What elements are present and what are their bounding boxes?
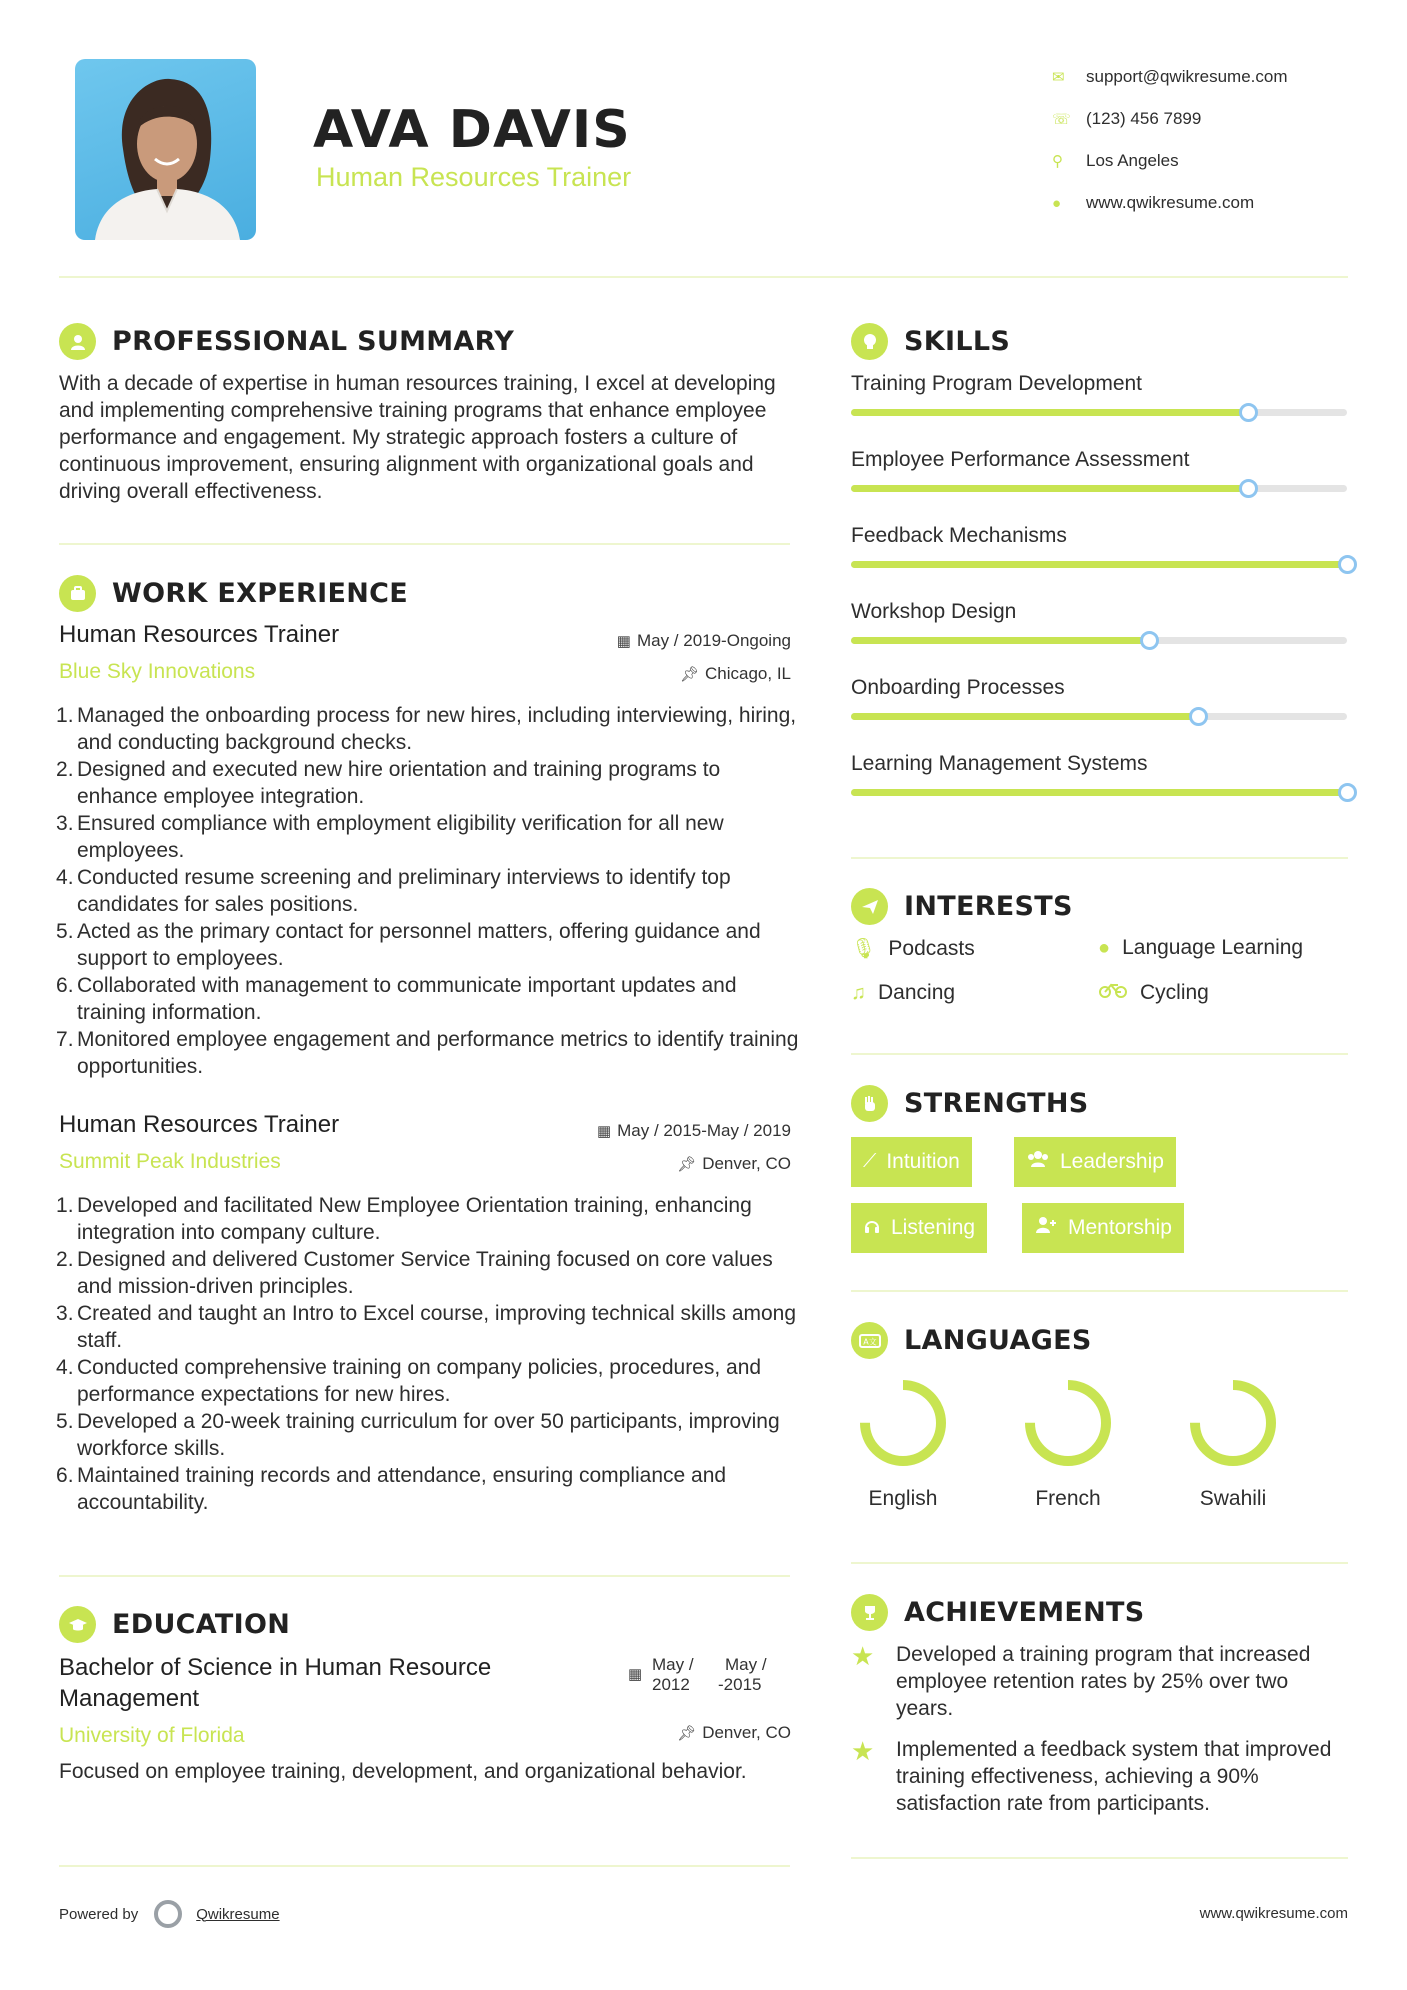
candidate-title: Human Resources Trainer — [316, 162, 632, 192]
list-item: Created and taught an Intro to Excel course, improving technical skills among staff. — [77, 1302, 797, 1352]
school-name: University of Florida — [59, 1724, 245, 1747]
header-divider — [59, 276, 1348, 278]
job-date-text-2: May / 2015-May / 2019 — [617, 1121, 791, 1140]
skill-item — [851, 372, 1347, 396]
job-location-text-1: Chicago, IL — [705, 664, 791, 683]
powered-by-text: Powered by — [59, 1905, 139, 1923]
languages-heading: LANGUAGES — [904, 1325, 1092, 1356]
list-item: Acted as the primary contact for personnel matters, offering guidance and support to employees. — [77, 920, 761, 970]
strength-label: Leadership — [1060, 1150, 1164, 1173]
skill-bar-fill — [851, 409, 1248, 416]
language-level-arc — [1195, 1385, 1271, 1461]
footer-powered-by — [59, 1900, 280, 1928]
skill-item — [851, 524, 1347, 548]
language-item — [1178, 1377, 1288, 1511]
list-item: Designed and delivered Customer Service Training focused on core values and mission-driven principles. — [77, 1248, 773, 1298]
calendar-icon: ▦ — [628, 1666, 643, 1683]
star-icon: ★ — [851, 1736, 875, 1766]
interest-cycling — [1098, 981, 1209, 1005]
education-end-year: 2015 — [723, 1675, 762, 1694]
achievements-divider — [851, 1857, 1348, 1859]
qwikresume-logo-icon — [154, 1900, 182, 1928]
interest-label: Dancing — [878, 981, 956, 1004]
achievements-heading: ACHIEVEMENTS — [904, 1597, 1145, 1628]
education-start-month: May / — [652, 1655, 694, 1674]
interest-podcasts — [851, 936, 975, 961]
globe-icon: ● — [1098, 936, 1111, 959]
job-company-1: Blue Sky Innovations — [59, 660, 256, 683]
interest-language-learning — [1098, 936, 1303, 960]
skill-level-knob — [1338, 783, 1357, 802]
skill-bar — [851, 637, 1347, 644]
candidate-name: AVA DAVIS — [313, 100, 631, 160]
pushpin-icon: 📌︎ — [677, 1725, 697, 1742]
interest-dancing — [851, 981, 955, 1005]
job-location-text-2: Denver, CO — [702, 1154, 791, 1173]
skill-bar — [851, 789, 1347, 796]
skill-bar-fill — [851, 789, 1347, 796]
degree-title — [59, 1652, 491, 1714]
education-section-header — [59, 1606, 290, 1643]
skill-level-knob — [1239, 403, 1258, 422]
achievement-item-2 — [851, 1736, 1346, 1817]
language-level-arc — [865, 1385, 941, 1461]
language-icon — [851, 1322, 888, 1359]
calendar-icon: ▦ — [616, 633, 631, 650]
pushpin-icon: 📌︎ — [679, 666, 699, 683]
contact-info — [1052, 56, 1288, 224]
language-level-arc — [1030, 1385, 1106, 1461]
contact-email[interactable] — [1052, 56, 1288, 98]
graduation-icon — [59, 1606, 96, 1643]
skill-item — [851, 448, 1347, 472]
profile-photo — [75, 59, 256, 240]
job-bullets-1 — [59, 702, 799, 1080]
contact-website[interactable] — [1052, 182, 1288, 224]
language-item — [848, 1377, 958, 1511]
list-item: Conducted resume screening and preliminary interviews to identify top candidates for sales positions. — [77, 866, 731, 916]
education-location-text: Denver, CO — [702, 1723, 791, 1742]
phone-text: (123) 456 7899 — [1086, 109, 1202, 128]
interest-label: Language Learning — [1122, 936, 1304, 959]
summary-heading: PROFESSIONAL SUMMARY — [112, 326, 515, 357]
strength-badge-mentorship — [1022, 1203, 1184, 1253]
education-location — [677, 1723, 791, 1743]
achievement-text: Developed a training program that increased employee retention rates by 25% over two years. — [896, 1643, 1311, 1720]
trophy-icon — [851, 1594, 888, 1631]
skill-item — [851, 676, 1347, 700]
footer-website-link[interactable]: www.qwikresume.com — [1199, 1905, 1348, 1922]
skill-level-knob — [1189, 707, 1208, 726]
experience-divider — [59, 1575, 790, 1577]
briefcase-icon — [59, 575, 96, 612]
users-icon — [1026, 1150, 1050, 1174]
job-date-2 — [597, 1121, 791, 1141]
map-pin-icon: ⚲ — [1052, 153, 1063, 170]
list-item: Collaborated with management to communicate important updates and training information. — [77, 974, 737, 1024]
list-item: Monitored employee engagement and performance metrics to identify training opportunities. — [77, 1028, 799, 1078]
summary-divider — [59, 543, 790, 545]
skill-name: Employee Performance Assessment — [851, 448, 1190, 471]
skill-bar-fill — [851, 637, 1149, 644]
language-name: Swahili — [1199, 1487, 1267, 1510]
job-date-text-1: May / 2019-Ongoing — [636, 631, 791, 650]
list-item: Managed the onboarding process for new hires, including interviewing, hiring, and conducting background checks. — [77, 704, 797, 754]
globe-icon: ● — [1052, 194, 1062, 212]
skill-bar-fill — [851, 713, 1198, 720]
skill-name: Learning Management Systems — [851, 752, 1148, 775]
strength-label: Intuition — [886, 1150, 960, 1173]
skill-item — [851, 600, 1347, 624]
paper-plane-icon — [851, 888, 888, 925]
job-title-1: Human Resources Trainer — [59, 621, 340, 648]
website-text: www.qwikresume.com — [1086, 193, 1255, 212]
skill-level-knob — [1239, 479, 1258, 498]
interest-label: Cycling — [1140, 981, 1209, 1004]
skill-bar-fill — [851, 561, 1347, 568]
skill-item — [851, 752, 1347, 776]
footer-brand-link[interactable]: Qwikresume — [196, 1905, 280, 1923]
user-icon — [59, 323, 96, 360]
skills-section-header — [851, 323, 1010, 360]
strength-badge-leadership — [1014, 1137, 1176, 1187]
phone-icon: ☏ — [1052, 111, 1071, 128]
headphones-icon — [863, 1216, 881, 1240]
skill-bar — [851, 713, 1347, 720]
achievement-item-1 — [851, 1641, 1346, 1722]
job-location-1 — [680, 664, 791, 684]
achievement-text: Implemented a feedback system that improved training effectiveness, achieving a 90% satisfaction rate from participants. — [896, 1738, 1332, 1815]
language-item — [1013, 1377, 1123, 1511]
lightbulb-icon — [851, 323, 888, 360]
job-company-2: Summit Peak Industries — [59, 1150, 281, 1173]
strength-badge-listening — [851, 1203, 987, 1253]
job-title-2: Human Resources Trainer — [59, 1111, 340, 1138]
list-item: Ensured compliance with employment eligibility verification for all new employees. — [77, 812, 724, 862]
language-level-ring — [857, 1377, 949, 1469]
summary-section-header — [59, 323, 514, 360]
interest-label: Podcasts — [888, 936, 975, 960]
email-text: support@qwikresume.com — [1086, 67, 1288, 86]
strengths-divider — [851, 1290, 1348, 1292]
experience-section-header — [59, 575, 408, 612]
strengths-heading: STRENGTHS — [904, 1088, 1089, 1119]
skills-heading: SKILLS — [904, 326, 1011, 357]
contact-phone[interactable] — [1052, 98, 1288, 140]
list-item: Designed and executed new hire orientation and training programs to enhance employee integration. — [77, 758, 721, 808]
job-location-2 — [677, 1154, 791, 1174]
degree-line-1: Bachelor of Science in Human Resource — [59, 1654, 492, 1681]
language-name: French — [1035, 1487, 1101, 1510]
list-item: Conducted comprehensive training on company policies, procedures, and performance expectations for new hires. — [77, 1356, 762, 1406]
strengths-section-header — [851, 1085, 1089, 1122]
list-item: Developed and facilitated New Employee Orientation training, enhancing integration into company culture. — [77, 1194, 752, 1244]
language-name: English — [868, 1487, 938, 1510]
strength-badge-intuition — [851, 1137, 972, 1187]
languages-divider — [851, 1562, 1348, 1564]
skill-bar — [851, 561, 1347, 568]
music-note-icon: ♫ — [851, 981, 866, 1004]
skill-bar — [851, 409, 1347, 416]
contact-location — [1052, 140, 1288, 182]
svg-text:A文: A文 — [862, 1337, 877, 1346]
magic-wand-icon: ⟋ — [863, 1151, 877, 1172]
education-start-year: 2012 — [652, 1675, 690, 1694]
hand-icon — [851, 1085, 888, 1122]
education-end-month: May / — [725, 1655, 767, 1674]
job-date-1 — [617, 631, 791, 651]
list-item: Maintained training records and attendance, ensuring compliance and accountability. — [77, 1464, 727, 1514]
education-heading: EDUCATION — [112, 1609, 291, 1640]
education-end-dash: - — [718, 1675, 724, 1694]
skill-bar-fill — [851, 485, 1248, 492]
interests-divider — [851, 1053, 1348, 1055]
summary-text: With a decade of expertise in human resources training, I excel at developing and implementing comprehensive training programs that enhance employee performance and engagement. My strategic approach fosters a culture of continuous improvement, ensuring alignment with organizational goals and driving overall effectiveness. — [59, 372, 776, 503]
calendar-icon: ▦ — [596, 1123, 612, 1140]
skill-bar — [851, 485, 1347, 492]
pushpin-icon: 📌︎ — [677, 1156, 697, 1173]
language-level-ring — [1187, 1377, 1279, 1469]
achievements-section-header — [851, 1594, 1145, 1631]
job-bullets-2 — [59, 1192, 799, 1516]
language-level-ring — [1022, 1377, 1114, 1469]
skill-name: Workshop Design — [851, 600, 1017, 623]
languages-section-header — [851, 1322, 1092, 1359]
bicycle-icon — [1098, 981, 1128, 1005]
strength-label: Mentorship — [1068, 1216, 1172, 1239]
star-icon: ★ — [851, 1641, 875, 1671]
list-item: Developed a 20-week training curriculum for over 50 participants, improving workforce skills. — [77, 1410, 780, 1460]
education-description: Focused on employee training, development, and organizational behavior. — [59, 1760, 747, 1783]
envelope-icon: ✉ — [1052, 69, 1065, 86]
education-divider — [59, 1865, 790, 1867]
skill-name: Feedback Mechanisms — [851, 524, 1067, 547]
location-text: Los Angeles — [1086, 151, 1179, 170]
interests-heading: INTERESTS — [904, 891, 1073, 922]
experience-heading: WORK EXPERIENCE — [112, 578, 408, 609]
education-start — [652, 1655, 694, 1695]
interests-section-header — [851, 888, 1073, 925]
skill-level-knob — [1140, 631, 1159, 650]
microphone-icon: 🎙︎ — [851, 938, 877, 960]
skill-name: Training Program Development — [851, 372, 1143, 395]
skill-level-knob — [1338, 555, 1357, 574]
education-end — [718, 1655, 767, 1695]
strength-label: Listening — [891, 1216, 976, 1239]
user-plus-icon — [1034, 1216, 1058, 1240]
skill-name: Onboarding Processes — [851, 676, 1065, 699]
degree-line-2: Management — [59, 1685, 200, 1712]
skills-divider — [851, 857, 1348, 859]
